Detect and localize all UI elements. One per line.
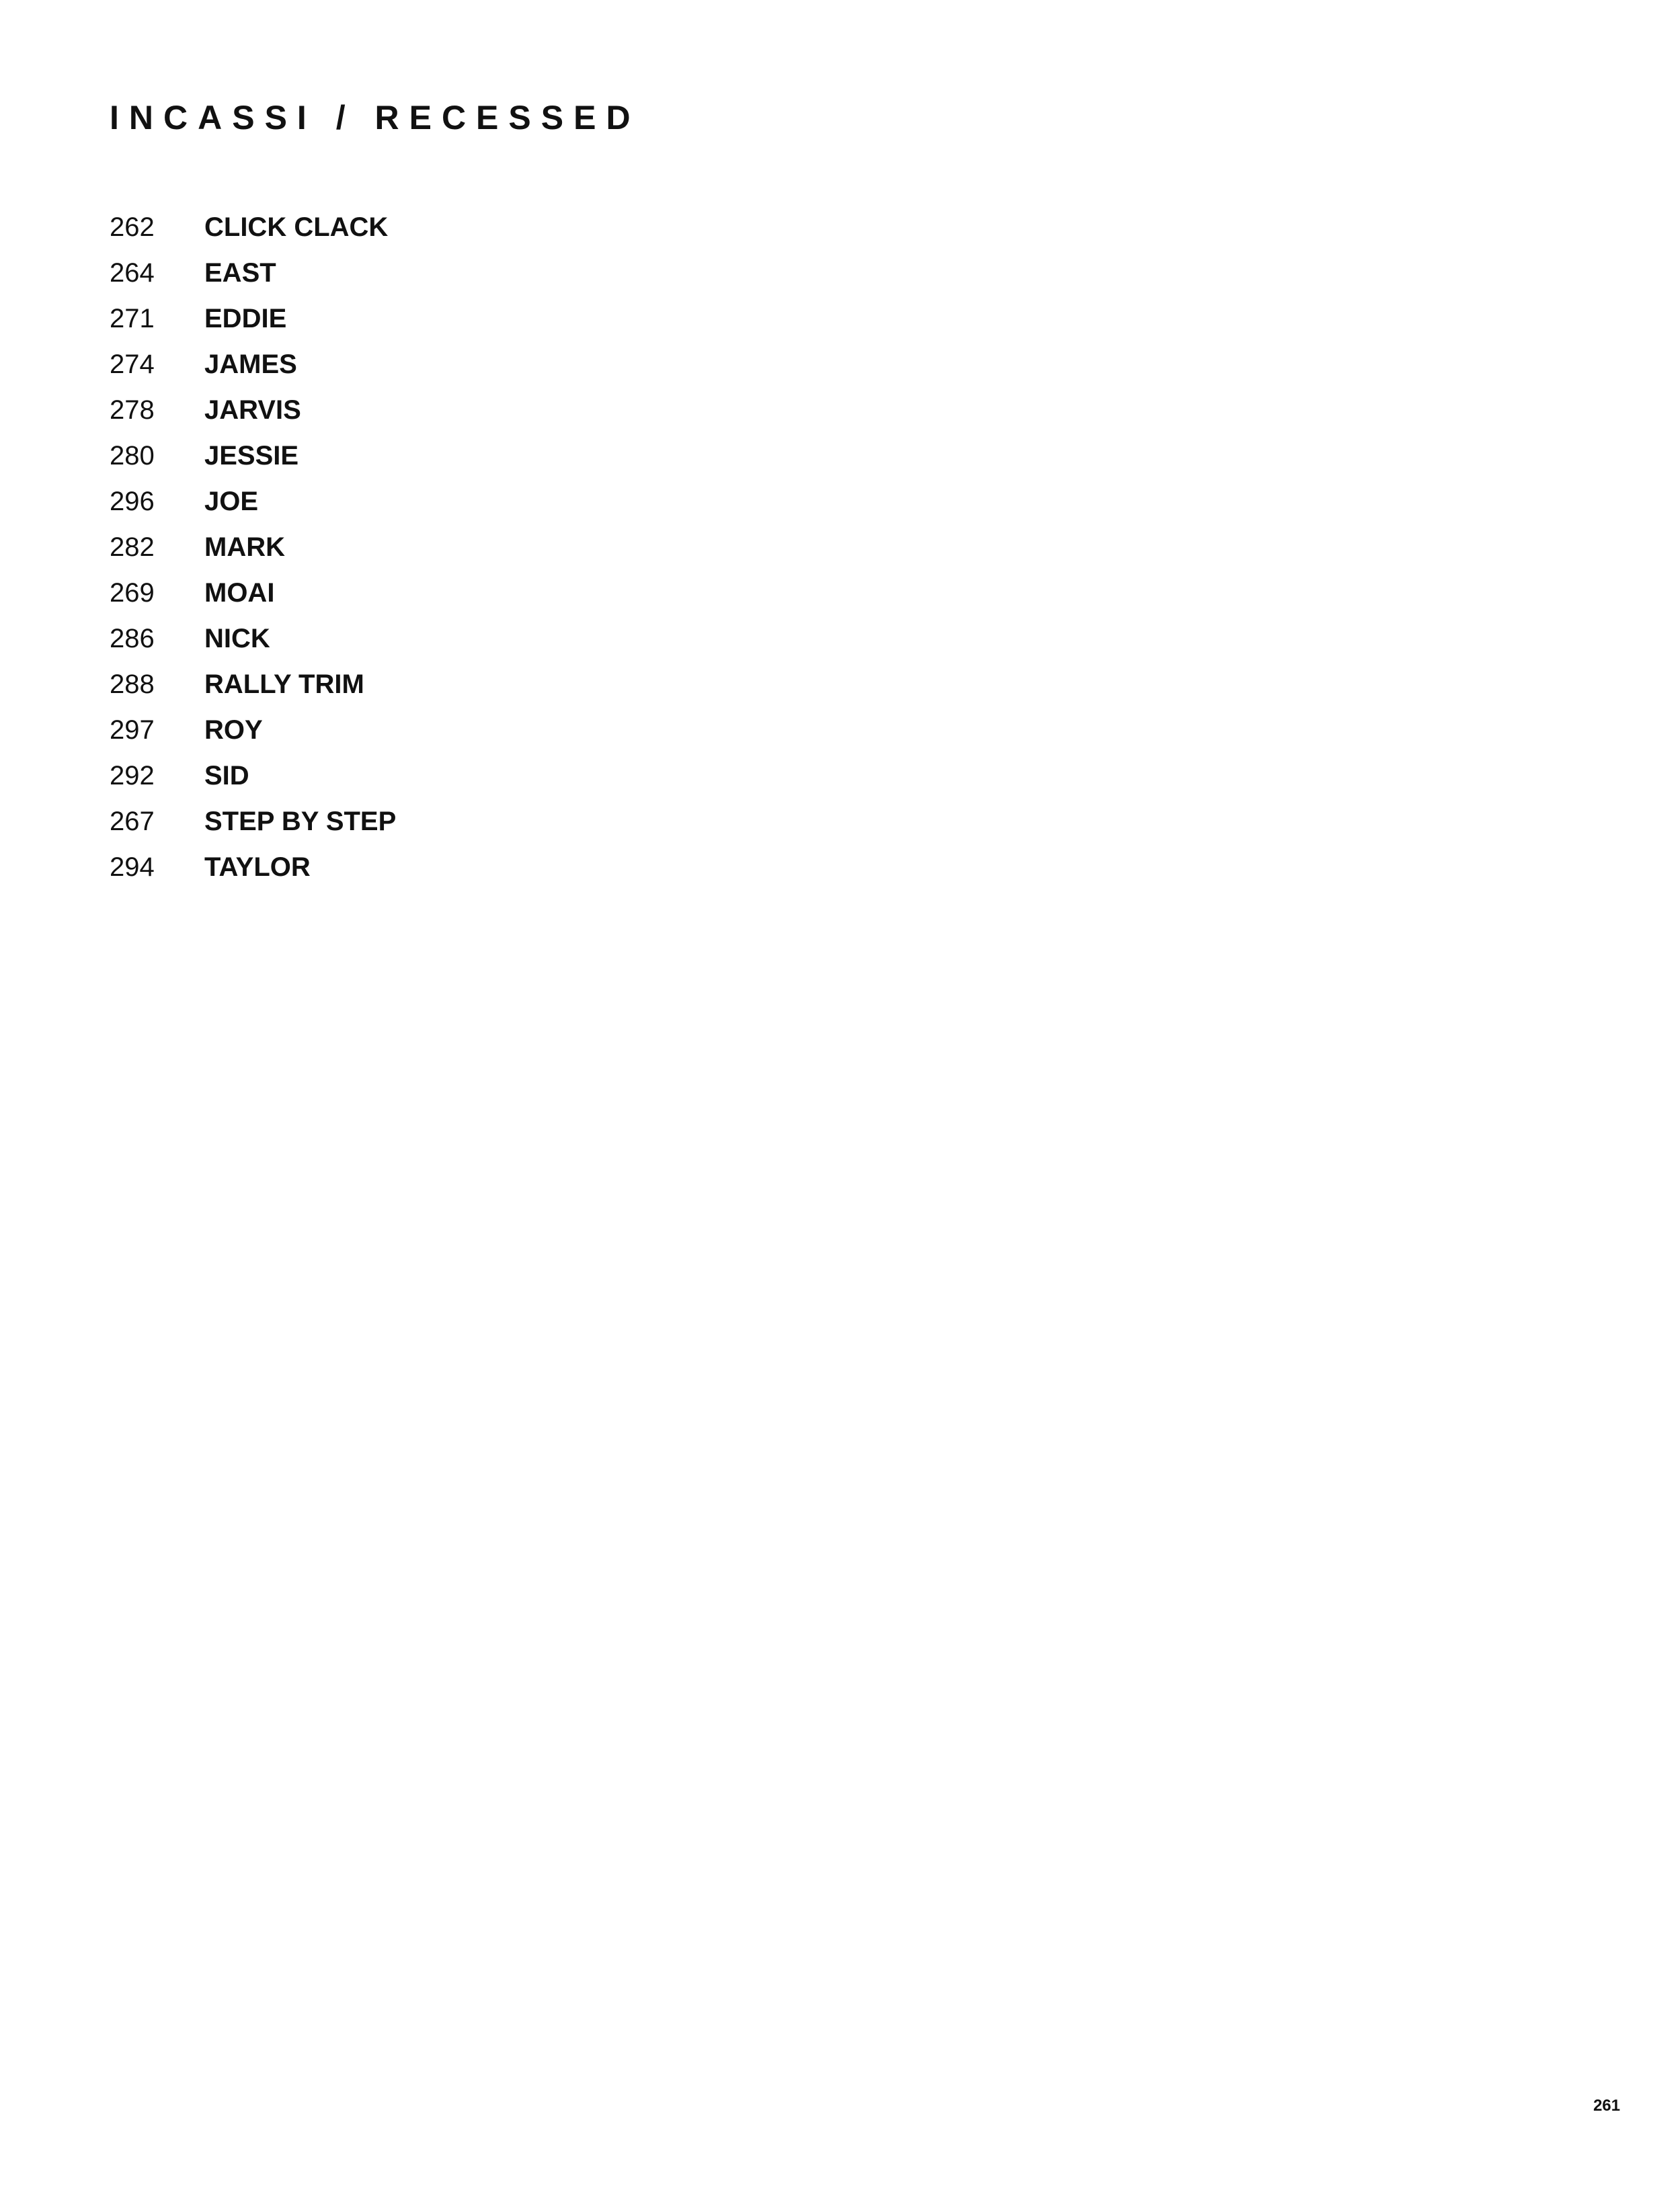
index-row[interactable] xyxy=(110,341,396,387)
index-row[interactable] xyxy=(110,799,396,844)
product-name: JESSIE xyxy=(204,441,299,471)
section-title: INCASSI / RECESSED xyxy=(110,99,641,136)
index-row[interactable] xyxy=(110,433,396,479)
product-index-list xyxy=(110,204,396,890)
product-name: NICK xyxy=(204,624,270,653)
page-ref: 262 xyxy=(110,212,155,242)
product-name: EAST xyxy=(204,258,276,288)
index-row[interactable] xyxy=(110,204,396,250)
product-name: JOE xyxy=(204,487,259,516)
product-name: EDDIE xyxy=(204,304,287,333)
page-ref: 288 xyxy=(110,670,155,699)
index-row[interactable] xyxy=(110,296,396,341)
page-ref: 269 xyxy=(110,578,155,608)
product-name: RALLY TRIM xyxy=(204,670,364,699)
index-row[interactable] xyxy=(110,524,396,570)
page-ref: 297 xyxy=(110,715,155,745)
page-number: 261 xyxy=(1593,2097,1620,2115)
product-name: SID xyxy=(204,761,249,790)
index-row[interactable] xyxy=(110,753,396,799)
page-ref: 271 xyxy=(110,304,155,333)
product-name: JAMES xyxy=(204,350,297,379)
index-row[interactable] xyxy=(110,707,396,753)
product-name: TAYLOR xyxy=(204,852,311,882)
page-ref: 282 xyxy=(110,532,155,562)
page-ref: 286 xyxy=(110,624,155,653)
page-ref: 296 xyxy=(110,487,155,516)
index-row[interactable] xyxy=(110,844,396,890)
page-ref: 292 xyxy=(110,761,155,790)
index-row[interactable] xyxy=(110,250,396,296)
page-ref: 267 xyxy=(110,807,155,836)
index-row[interactable] xyxy=(110,479,396,524)
index-row[interactable] xyxy=(110,661,396,707)
index-row[interactable] xyxy=(110,570,396,616)
page-ref: 274 xyxy=(110,350,155,379)
product-name: ROY xyxy=(204,715,263,745)
page-ref: 278 xyxy=(110,395,155,425)
index-row[interactable] xyxy=(110,616,396,661)
product-name: CLICK CLACK xyxy=(204,212,389,242)
page-ref: 264 xyxy=(110,258,155,288)
page-ref: 280 xyxy=(110,441,155,471)
product-name: JARVIS xyxy=(204,395,301,425)
index-row[interactable] xyxy=(110,387,396,433)
product-name: STEP BY STEP xyxy=(204,807,397,836)
product-name: MOAI xyxy=(204,578,275,608)
product-name: MARK xyxy=(204,532,285,562)
page-ref: 294 xyxy=(110,852,155,882)
